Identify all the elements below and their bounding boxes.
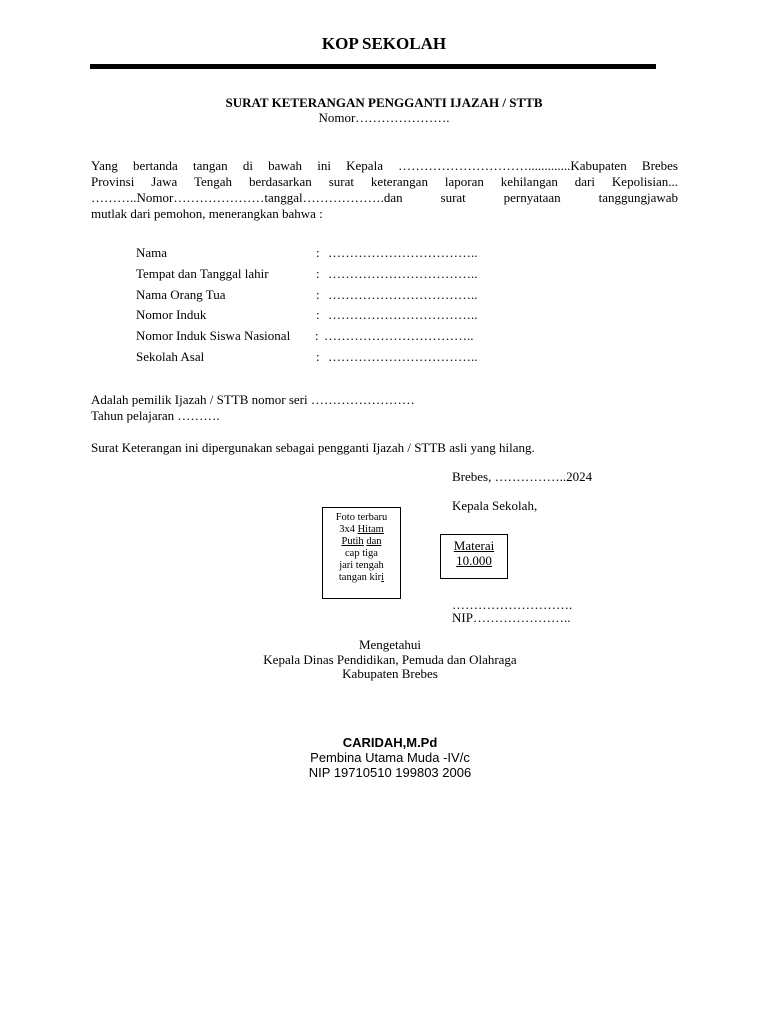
photo-caption-line: Foto terbaru [335,512,388,523]
document-number: Nomor…………………. [318,110,450,125]
purpose-line: Surat Keterangan ini dipergunakan sebagai pengganti Ijazah / STTB asli yang hilang. [91,440,535,455]
photo-placeholder [322,507,401,599]
signer-role: Kepala Sekolah, [452,498,538,513]
field-label: Sekolah Asal [136,348,205,364]
photo-caption-line: Putih dan [341,536,382,547]
field-value: …………………………….. [328,307,478,323]
signer-nip: NIP………………….. [452,610,571,625]
photo-caption-line: 3x4 Hitam [339,524,384,535]
field-label: Tempat dan Tanggal lahir [136,265,269,281]
field-label: Nomor Induk Siswa Nasional [136,328,291,344]
field-value: …………………………….. [328,265,478,281]
field-colon: : [316,245,320,260]
field-colon: : [316,307,320,323]
intro-line: Provinsi Jawa Tengah berdasarkan surat keterangan laporan kehilangan dari Kepolisian... [91,174,678,189]
official-nip: NIP 19710510 199803 2006 [308,765,472,780]
photo-caption-line: tangan kiri [338,572,385,583]
field-colon: : [316,265,320,281]
field-value: …………………………….. [324,328,474,344]
field-label: Nomor Induk [136,307,207,323]
intro-line: Yang bertanda tangan di bawah ini Kepala ………………………….............Kabupaten Brebes [91,158,678,173]
owner-line: Adalah pemilik Ijazah / STTB nomor seri …………………… [91,392,415,407]
stamp-label: Materai [453,538,495,553]
academic-year-line: Tahun pelajaran ………. [91,408,220,423]
acknowledgement-office: Kepala Dinas Pendidikan, Pemuda dan Olahraga [263,652,517,667]
intro-line: mutlak dari pemohon, menerangkan bahwa : [91,206,323,221]
field-label: Nama Orang Tua [136,286,226,302]
place-date: Brebes, ……………..2024 [452,469,593,484]
stamp-value: 10.000 [456,553,492,568]
letterhead-title: KOP SEKOLAH [321,34,447,53]
field-colon: : [316,286,320,302]
official-rank: Pembina Utama Muda -IV/c [310,750,470,765]
field-value: …………………………….. [328,348,478,364]
intro-line: ………..Nomor…………………tanggal……………….dan surat pernyataan tanggungjawab [91,190,678,205]
photo-caption-line: cap tiga [345,548,378,559]
letterhead-rule [90,64,656,69]
field-colon: : [316,348,320,364]
official-name: CARIDAH,M.Pd [342,735,438,750]
field-value: …………………………….. [328,245,478,260]
photo-caption-line: jari tengah [339,560,384,571]
acknowledgement-region: Kabupaten Brebes [342,666,438,681]
field-colon: : [315,328,319,344]
field-label: Nama [136,245,168,260]
stamp-duty-placeholder [440,534,508,579]
signer-name-blank: ………………………. [452,597,573,612]
acknowledgement-heading: Mengetahui [358,637,422,652]
field-value: …………………………….. [328,286,478,302]
document-title: SURAT KETERANGAN PENGGANTI IJAZAH / STTB [225,95,543,110]
intro-paragraph [91,158,678,222]
